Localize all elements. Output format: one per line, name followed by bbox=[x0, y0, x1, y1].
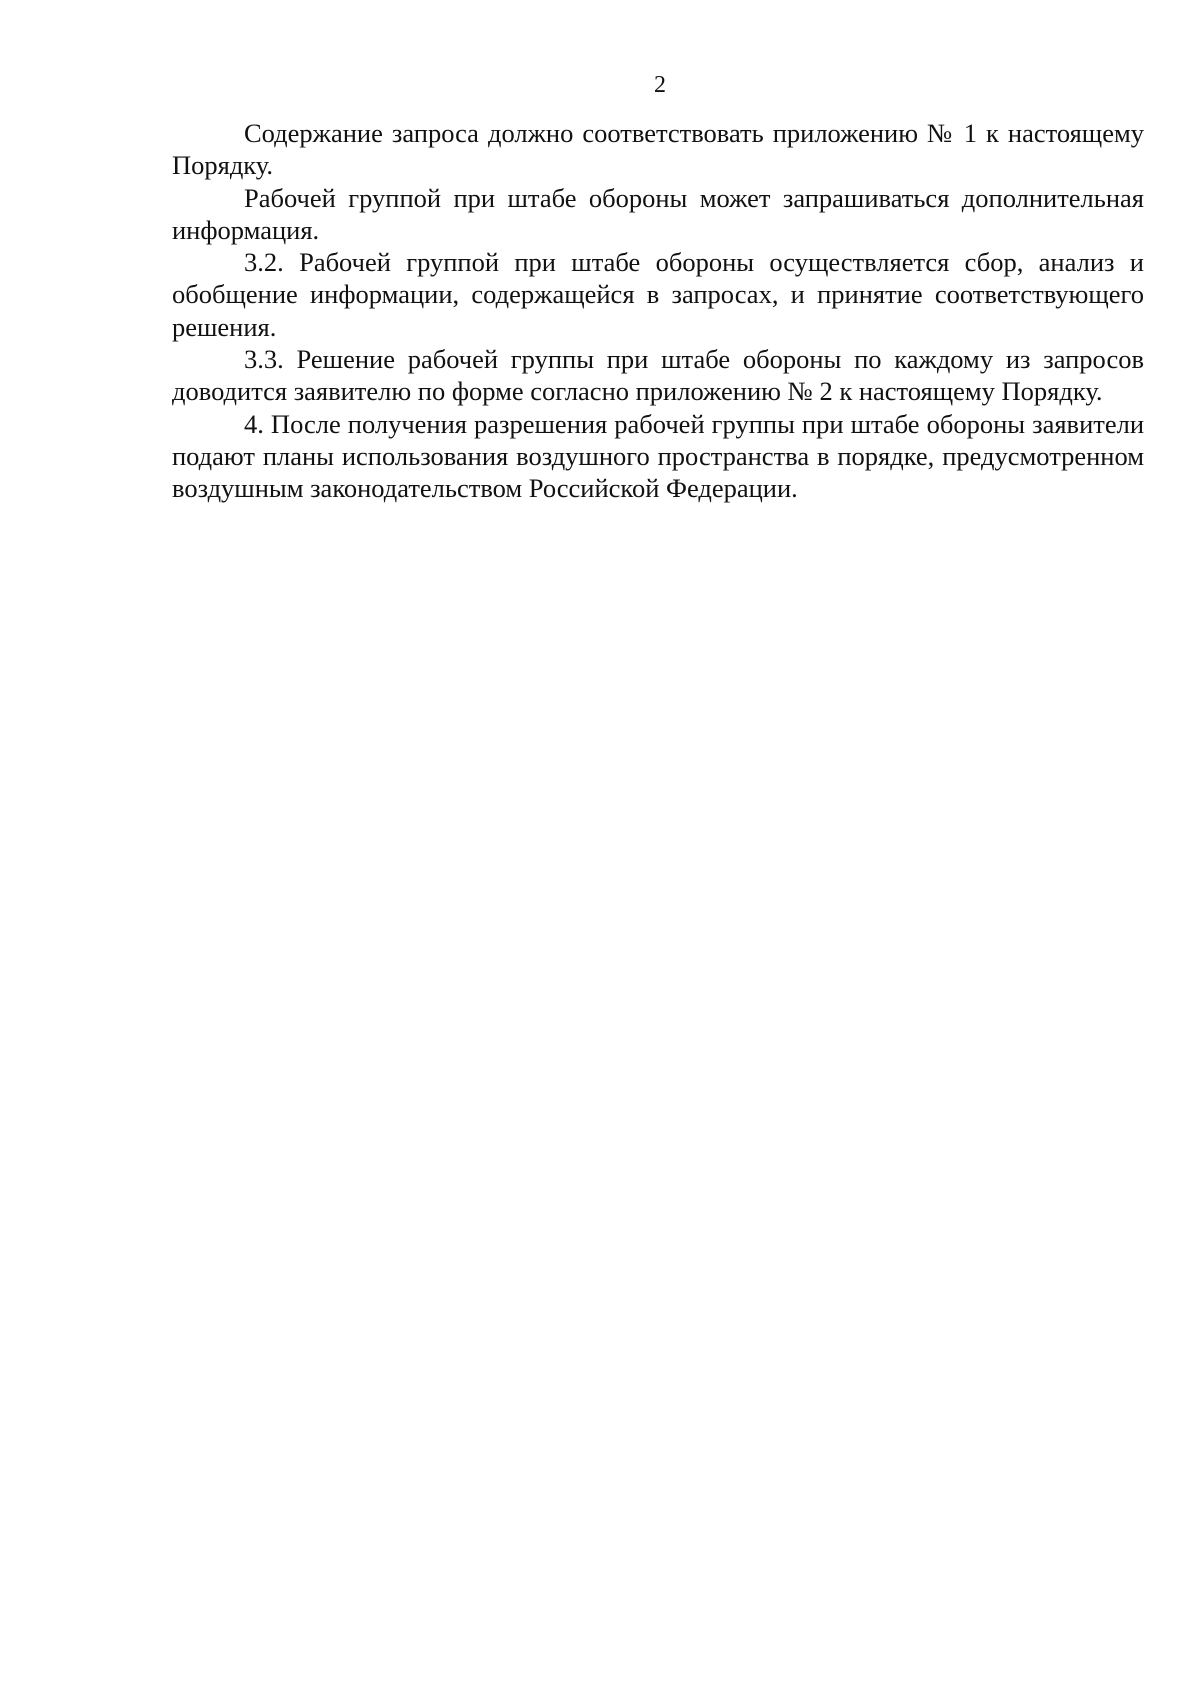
document-body bbox=[172, 117, 1144, 505]
paragraph-3-2: 3.2. Рабочей группой при штабе обороны осуществляется сбор, анализ и обобщение информации, содержащейся в запросах, и принятие соответствующего решения. bbox=[172, 247, 1144, 342]
paragraph-3-3: 3.3. Решение рабочей группы при штабе обороны по каждому из запросов доводится заявителю по форме согласно приложению № 2 к настоящему Порядку. bbox=[172, 344, 1144, 407]
paragraph-4: 4. После получения разрешения рабочей группы при штабе обороны заявители подают планы использования воздушного пространства в порядке, предусмотренном воздушным законодательством Российской Федерации. bbox=[172, 408, 1144, 504]
paragraph-request-content: Содержание запроса должно соответствовать приложению № 1 к настоящему Порядку. bbox=[172, 118, 1144, 181]
paragraph-additional-info: Рабочей группой при штабе обороны может запрашиваться дополнительная информация. bbox=[172, 182, 1144, 245]
page-number: 2 bbox=[654, 72, 666, 98]
